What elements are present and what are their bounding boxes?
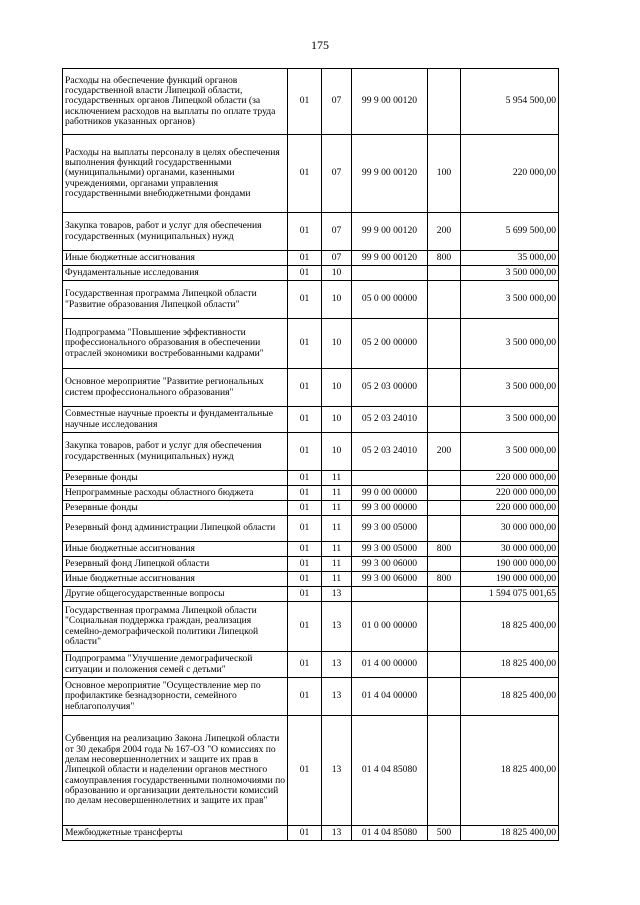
row-target-article: 01 4 04 85080	[352, 826, 428, 841]
row-amount: 18 825 400,00	[461, 652, 559, 678]
row-subsection: 07	[322, 69, 352, 135]
row-section: 01	[288, 135, 322, 213]
row-amount: 3 500 000,00	[461, 369, 559, 407]
row-expense-type: 500	[428, 826, 461, 841]
row-amount: 190 000 000,00	[461, 572, 559, 587]
row-amount: 3 500 000,00	[461, 266, 559, 281]
row-target-article	[352, 266, 428, 281]
row-name: Закупка товаров, работ и услуг для обеспечения государственных (муниципальных) нужд	[63, 433, 288, 471]
row-expense-type	[428, 319, 461, 369]
row-subsection: 07	[322, 213, 352, 251]
row-subsection: 13	[322, 716, 352, 826]
row-target-article: 05 2 00 00000	[352, 319, 428, 369]
table-row	[63, 266, 559, 281]
row-name: Основное мероприятие "Развитие региональных систем профессионального образования"	[63, 369, 288, 407]
row-name: Иные бюджетные ассигнования	[63, 542, 288, 557]
row-section: 01	[288, 319, 322, 369]
budget-table	[62, 68, 559, 841]
table-row	[63, 281, 559, 319]
row-name: Расходы на выплаты персоналу в целях обеспечения выполнения функций государственными (муниципальными) органами, казенными учреждениями, органами управления государственными внебюджетными фондами	[63, 135, 288, 213]
row-section: 01	[288, 587, 322, 602]
row-name: Непрограммные расходы областного бюджета	[63, 486, 288, 501]
row-expense-type	[428, 501, 461, 516]
table-row	[63, 602, 559, 652]
row-section: 01	[288, 501, 322, 516]
row-name: Межбюджетные трансферты	[63, 826, 288, 841]
row-name: Резервные фонды	[63, 471, 288, 486]
row-subsection: 11	[322, 572, 352, 587]
row-section: 01	[288, 826, 322, 841]
row-subsection: 11	[322, 486, 352, 501]
row-name: Резервный фонд администрации Липецкой области	[63, 516, 288, 542]
table-row	[63, 135, 559, 213]
row-name: Совместные научные проекты и фундаментальные научные исследования	[63, 407, 288, 433]
row-subsection: 13	[322, 826, 352, 841]
row-subsection: 10	[322, 369, 352, 407]
table-row	[63, 471, 559, 486]
row-name: Основное мероприятие "Осуществление мер по профилактике безнадзорности, семейного неблагополучия"	[63, 678, 288, 716]
row-amount: 5 699 500,00	[461, 213, 559, 251]
table-row	[63, 407, 559, 433]
row-name: Иные бюджетные ассигнования	[63, 251, 288, 266]
row-amount: 1 594 075 001,65	[461, 587, 559, 602]
row-name: Резервные фонды	[63, 501, 288, 516]
row-section: 01	[288, 516, 322, 542]
row-target-article: 05 2 03 24010	[352, 433, 428, 471]
row-section: 01	[288, 213, 322, 251]
row-amount: 190 000 000,00	[461, 557, 559, 572]
row-expense-type	[428, 557, 461, 572]
row-expense-type	[428, 266, 461, 281]
row-section: 01	[288, 678, 322, 716]
row-section: 01	[288, 486, 322, 501]
row-subsection: 11	[322, 557, 352, 572]
row-subsection: 10	[322, 407, 352, 433]
row-target-article: 99 3 00 06000	[352, 572, 428, 587]
row-target-article: 05 2 03 24010	[352, 407, 428, 433]
row-section: 01	[288, 433, 322, 471]
row-target-article: 99 9 00 00120	[352, 251, 428, 266]
row-target-article: 05 0 00 00000	[352, 281, 428, 319]
row-expense-type	[428, 471, 461, 486]
row-amount: 30 000 000,00	[461, 516, 559, 542]
row-name: Расходы на обеспечение функций органов государственной власти Липецкой области, государственных органов Липецкой области (за исключением расходов на выплаты по оплате труда работников указанных органов)	[63, 69, 288, 135]
row-amount: 18 825 400,00	[461, 678, 559, 716]
table-row	[63, 678, 559, 716]
row-expense-type	[428, 652, 461, 678]
row-target-article: 01 0 00 00000	[352, 602, 428, 652]
row-section: 01	[288, 266, 322, 281]
row-subsection: 13	[322, 602, 352, 652]
table-row	[63, 587, 559, 602]
table-row	[63, 501, 559, 516]
row-name: Государственная программа Липецкой области "Социальная поддержка граждан, реализация семейно-демографической политики Липецкой области"	[63, 602, 288, 652]
table-row	[63, 542, 559, 557]
row-expense-type: 800	[428, 542, 461, 557]
row-name: Подпрограмма "Улучшение демографической ситуации и положения семей с детьми"	[63, 652, 288, 678]
row-subsection: 10	[322, 433, 352, 471]
row-amount: 220 000 000,00	[461, 471, 559, 486]
row-subsection: 10	[322, 281, 352, 319]
row-expense-type: 200	[428, 433, 461, 471]
row-section: 01	[288, 369, 322, 407]
table-row	[63, 826, 559, 841]
row-amount: 220 000,00	[461, 135, 559, 213]
table-row	[63, 516, 559, 542]
row-expense-type	[428, 407, 461, 433]
row-expense-type	[428, 587, 461, 602]
row-section: 01	[288, 557, 322, 572]
row-subsection: 11	[322, 542, 352, 557]
row-expense-type	[428, 369, 461, 407]
row-amount: 3 500 000,00	[461, 433, 559, 471]
row-section: 01	[288, 69, 322, 135]
row-target-article	[352, 587, 428, 602]
row-expense-type: 100	[428, 135, 461, 213]
row-target-article	[352, 471, 428, 486]
row-amount: 220 000 000,00	[461, 501, 559, 516]
row-name: Фундаментальные исследования	[63, 266, 288, 281]
table-row	[63, 557, 559, 572]
table-row	[63, 433, 559, 471]
row-target-article: 05 2 03 00000	[352, 369, 428, 407]
row-name: Закупка товаров, работ и услуг для обеспечения государственных (муниципальных) нужд	[63, 213, 288, 251]
row-subsection: 13	[322, 678, 352, 716]
row-section: 01	[288, 716, 322, 826]
row-target-article: 99 9 00 00120	[352, 69, 428, 135]
row-name: Резервный фонд Липецкой области	[63, 557, 288, 572]
row-section: 01	[288, 542, 322, 557]
row-name: Государственная программа Липецкой области "Развитие образования Липецкой области"	[63, 281, 288, 319]
row-subsection: 13	[322, 587, 352, 602]
row-section: 01	[288, 407, 322, 433]
row-section: 01	[288, 471, 322, 486]
row-amount: 30 000 000,00	[461, 542, 559, 557]
row-subsection: 11	[322, 516, 352, 542]
row-name: Другие общегосударственные вопросы	[63, 587, 288, 602]
row-expense-type: 800	[428, 251, 461, 266]
table-body	[63, 69, 559, 841]
table-row	[63, 69, 559, 135]
row-expense-type	[428, 69, 461, 135]
row-name: Иные бюджетные ассигнования	[63, 572, 288, 587]
row-target-article: 99 3 00 06000	[352, 557, 428, 572]
row-subsection: 10	[322, 319, 352, 369]
row-subsection: 13	[322, 652, 352, 678]
row-name: Субвенция на реализацию Закона Липецкой области от 30 декабря 2004 года № 167-ОЗ "О комиссиях по делам несовершеннолетних и защите их прав в Липецкой области и наделении органов местного самоуправления государственными полномочиями по образованию и организации деятельности комиссий по делам несовершеннолетних и защите их прав"	[63, 716, 288, 826]
row-subsection: 07	[322, 135, 352, 213]
row-amount: 18 825 400,00	[461, 602, 559, 652]
row-subsection: 07	[322, 251, 352, 266]
table-row	[63, 716, 559, 826]
table-row	[63, 486, 559, 501]
row-section: 01	[288, 602, 322, 652]
row-amount: 3 500 000,00	[461, 319, 559, 369]
row-amount: 18 825 400,00	[461, 716, 559, 826]
row-amount: 35 000,00	[461, 251, 559, 266]
table-row	[63, 319, 559, 369]
row-amount: 18 825 400,00	[461, 826, 559, 841]
row-expense-type	[428, 516, 461, 542]
row-section: 01	[288, 281, 322, 319]
row-amount: 3 500 000,00	[461, 407, 559, 433]
table-row	[63, 369, 559, 407]
row-expense-type	[428, 716, 461, 826]
row-subsection: 10	[322, 266, 352, 281]
table-row	[63, 251, 559, 266]
row-subsection: 11	[322, 501, 352, 516]
row-section: 01	[288, 652, 322, 678]
row-target-article: 01 4 00 00000	[352, 652, 428, 678]
table-row	[63, 213, 559, 251]
row-section: 01	[288, 572, 322, 587]
row-section: 01	[288, 251, 322, 266]
row-expense-type	[428, 678, 461, 716]
row-expense-type	[428, 486, 461, 501]
row-target-article: 99 0 00 00000	[352, 486, 428, 501]
row-expense-type	[428, 281, 461, 319]
page-number: 175	[311, 38, 329, 52]
row-target-article: 99 9 00 00120	[352, 213, 428, 251]
row-target-article: 01 4 04 85080	[352, 716, 428, 826]
row-expense-type: 200	[428, 213, 461, 251]
row-target-article: 99 3 00 05000	[352, 542, 428, 557]
row-target-article: 99 3 00 00000	[352, 501, 428, 516]
row-target-article: 99 3 00 05000	[352, 516, 428, 542]
table-row	[63, 572, 559, 587]
row-amount: 3 500 000,00	[461, 281, 559, 319]
row-name: Подпрограмма "Повышение эффективности профессионального образования в обеспечении отраслей экономики востребованными кадрами"	[63, 319, 288, 369]
row-expense-type	[428, 602, 461, 652]
row-expense-type: 800	[428, 572, 461, 587]
row-subsection: 11	[322, 471, 352, 486]
row-amount: 5 954 500,00	[461, 69, 559, 135]
row-amount: 220 000 000,00	[461, 486, 559, 501]
row-target-article: 01 4 04 00000	[352, 678, 428, 716]
row-target-article: 99 9 00 00120	[352, 135, 428, 213]
table-row	[63, 652, 559, 678]
